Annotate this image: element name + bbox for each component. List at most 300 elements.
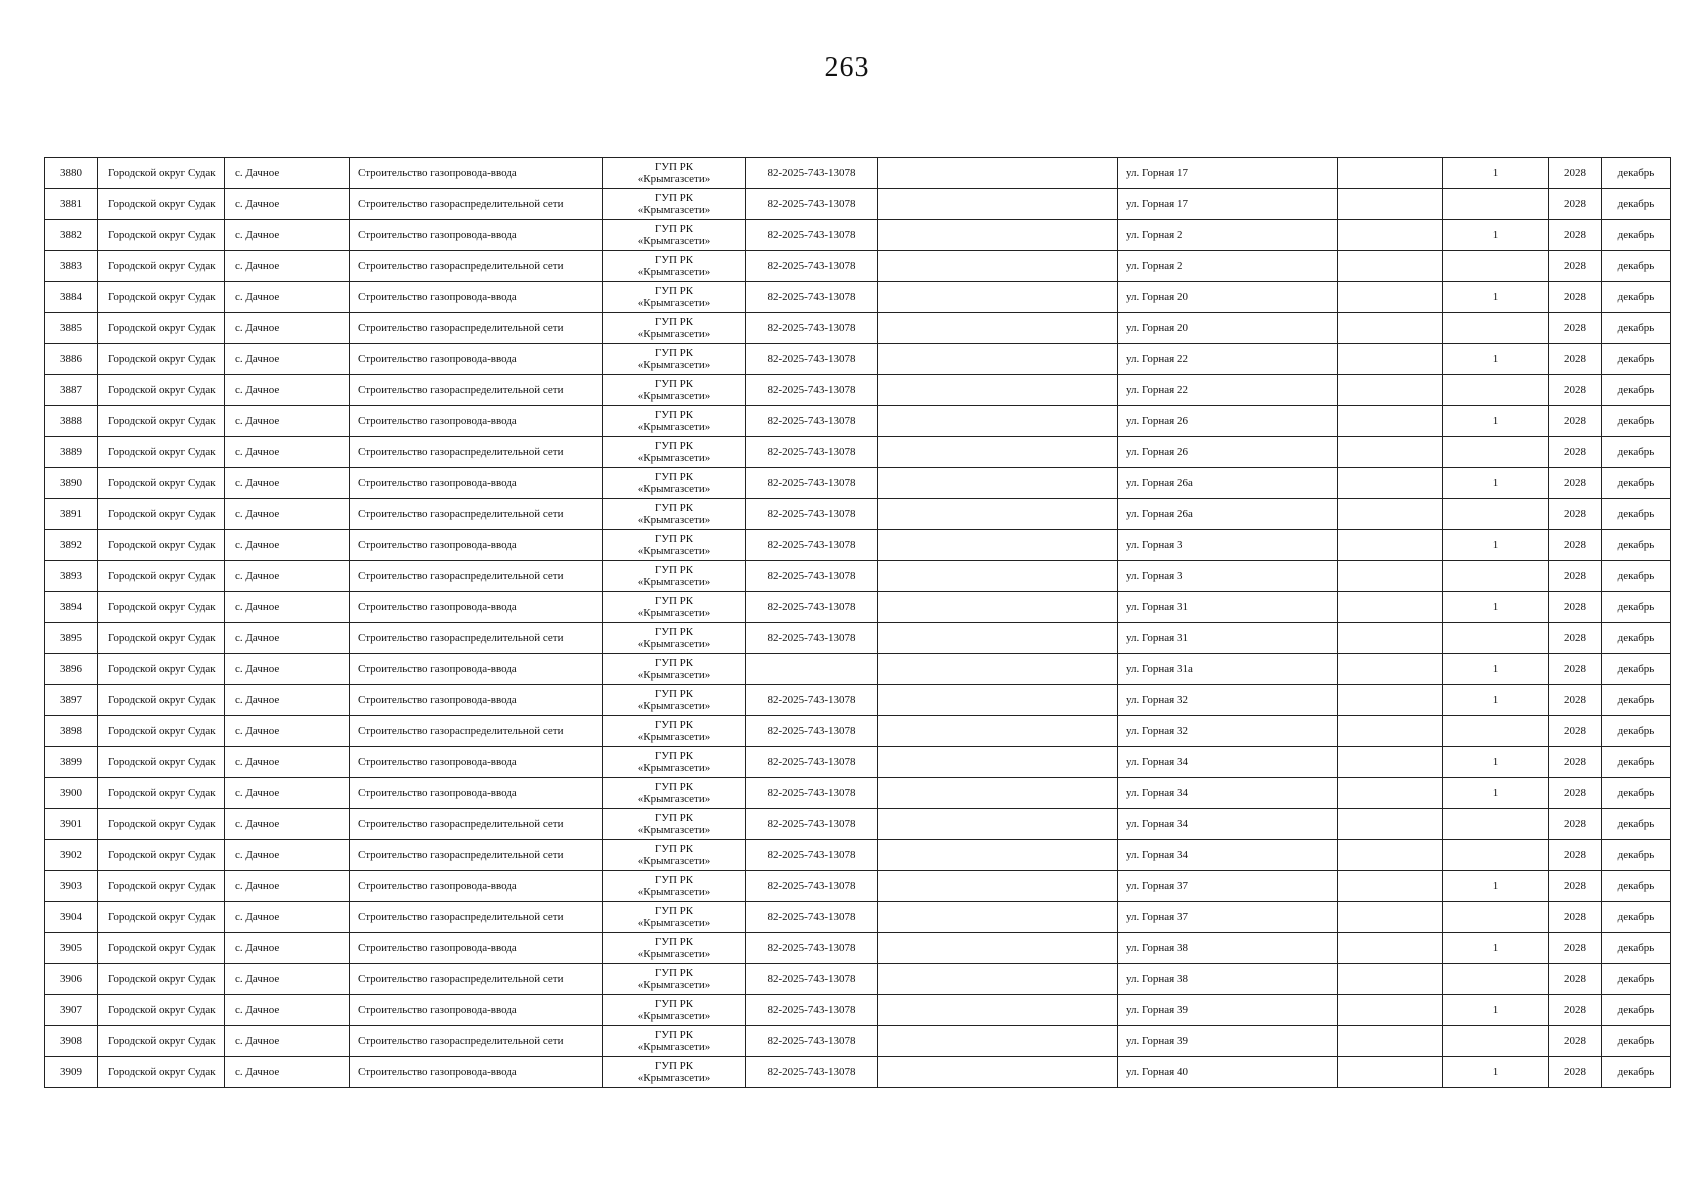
year-cell: 2028 [1549,468,1602,499]
organization-name-line1: ГУП РК [654,998,694,1010]
quantity-cell: 1 [1443,406,1549,437]
table-row [45,592,1671,623]
settlement-cell: с. Дачное [225,685,350,716]
empty-cell [878,902,1118,933]
address-cell: ул. Горная 34 [1118,809,1338,840]
empty-cell [878,654,1118,685]
address-cell: ул. Горная 34 [1118,747,1338,778]
quantity-cell: 1 [1443,530,1549,561]
organization-name-line1: ГУП РК [654,409,694,421]
project-code-cell: 82-2025-743-13078 [746,468,878,499]
year-cell: 2028 [1549,964,1602,995]
organization-name-line1: ГУП РК [654,347,694,359]
organization-name-line2: «Крымгазсети» [637,390,711,402]
organization-name-line2: «Крымгазсети» [637,204,711,216]
empty-cell [1338,406,1443,437]
quantity-cell: 1 [1443,685,1549,716]
address-cell: ул. Горная 17 [1118,158,1338,189]
quantity-cell: 1 [1443,592,1549,623]
organization-name-line1: ГУП РК [654,533,694,545]
work-type-cell: Строительство газораспределительной сети [350,716,603,747]
table-row [45,406,1671,437]
address-cell: ул. Горная 20 [1118,282,1338,313]
work-type-cell: Строительство газораспределительной сети [350,189,603,220]
organization-name-line2: «Крымгазсети» [637,948,711,960]
district-cell: Городской округ Судак [98,840,225,871]
organization-name-line2: «Крымгазсети» [637,669,711,681]
organization-cell [603,1057,746,1088]
table-row [45,964,1671,995]
empty-cell [878,778,1118,809]
organization-cell [603,778,746,809]
year-cell: 2028 [1549,282,1602,313]
table-row [45,561,1671,592]
settlement-cell: с. Дачное [225,437,350,468]
table-row [45,220,1671,251]
work-type-cell: Строительство газопровода-ввода [350,747,603,778]
month-cell: декабрь [1602,344,1671,375]
settlement-cell: с. Дачное [225,623,350,654]
table-row [45,716,1671,747]
organization-cell [603,375,746,406]
empty-cell [878,499,1118,530]
organization-name-line2: «Крымгазсети» [637,1072,711,1084]
project-code-cell: 82-2025-743-13078 [746,220,878,251]
year-cell: 2028 [1549,654,1602,685]
row-number-cell: 3904 [45,902,98,933]
quantity-cell: 1 [1443,1057,1549,1088]
quantity-cell: 1 [1443,344,1549,375]
empty-cell [878,189,1118,220]
settlement-cell: с. Дачное [225,1057,350,1088]
quantity-cell: 1 [1443,778,1549,809]
month-cell: декабрь [1602,375,1671,406]
row-number-cell: 3892 [45,530,98,561]
table-row [45,840,1671,871]
table-row [45,375,1671,406]
row-number-cell: 3901 [45,809,98,840]
quantity-cell [1443,251,1549,282]
row-number-cell: 3889 [45,437,98,468]
address-cell: ул. Горная 39 [1118,1026,1338,1057]
table-row [45,158,1671,189]
year-cell: 2028 [1549,902,1602,933]
organization-name-line1: ГУП РК [654,440,694,452]
organization-name-line2: «Крымгазсети» [637,607,711,619]
organization-name-line1: ГУП РК [654,750,694,762]
month-cell: декабрь [1602,871,1671,902]
empty-cell [878,220,1118,251]
settlement-cell: с. Дачное [225,344,350,375]
project-code-cell: 82-2025-743-13078 [746,840,878,871]
row-number-cell: 3899 [45,747,98,778]
project-code-cell: 82-2025-743-13078 [746,437,878,468]
empty-cell [1338,282,1443,313]
project-code-cell: 82-2025-743-13078 [746,406,878,437]
organization-cell [603,840,746,871]
row-number-cell: 3898 [45,716,98,747]
year-cell: 2028 [1549,344,1602,375]
month-cell: декабрь [1602,778,1671,809]
empty-cell [1338,189,1443,220]
empty-cell [878,933,1118,964]
row-number-cell: 3890 [45,468,98,499]
empty-cell [878,685,1118,716]
settlement-cell: с. Дачное [225,530,350,561]
row-number-cell: 3896 [45,654,98,685]
month-cell: декабрь [1602,716,1671,747]
district-cell: Городской округ Судак [98,251,225,282]
month-cell: декабрь [1602,592,1671,623]
project-code-cell: 82-2025-743-13078 [746,933,878,964]
organization-cell [603,871,746,902]
settlement-cell: с. Дачное [225,840,350,871]
address-cell: ул. Горная 2 [1118,220,1338,251]
row-number-cell: 3886 [45,344,98,375]
organization-cell [603,902,746,933]
address-cell: ул. Горная 32 [1118,716,1338,747]
address-cell: ул. Горная 39 [1118,995,1338,1026]
project-code-cell: 82-2025-743-13078 [746,778,878,809]
organization-name-line1: ГУП РК [654,905,694,917]
table-row [45,902,1671,933]
organization-cell [603,530,746,561]
project-code-cell: 82-2025-743-13078 [746,964,878,995]
organization-cell [603,437,746,468]
quantity-cell: 1 [1443,220,1549,251]
settlement-cell: с. Дачное [225,902,350,933]
empty-cell [878,747,1118,778]
address-cell: ул. Горная 26а [1118,468,1338,499]
month-cell: декабрь [1602,1057,1671,1088]
year-cell: 2028 [1549,220,1602,251]
empty-cell [1338,840,1443,871]
table-row [45,251,1671,282]
month-cell: декабрь [1602,313,1671,344]
row-number-cell: 3900 [45,778,98,809]
settlement-cell: с. Дачное [225,313,350,344]
organization-cell [603,282,746,313]
month-cell: декабрь [1602,809,1671,840]
settlement-cell: с. Дачное [225,561,350,592]
quantity-cell [1443,1026,1549,1057]
organization-name-line2: «Крымгазсети» [637,359,711,371]
project-code-cell: 82-2025-743-13078 [746,189,878,220]
organization-cell [603,964,746,995]
month-cell: декабрь [1602,437,1671,468]
empty-cell [1338,778,1443,809]
organization-name-line2: «Крымгазсети» [637,1010,711,1022]
empty-cell [878,344,1118,375]
settlement-cell: с. Дачное [225,809,350,840]
settlement-cell: с. Дачное [225,251,350,282]
month-cell: декабрь [1602,499,1671,530]
district-cell: Городской округ Судак [98,871,225,902]
quantity-cell: 1 [1443,654,1549,685]
empty-cell [878,437,1118,468]
month-cell: декабрь [1602,995,1671,1026]
project-code-cell: 82-2025-743-13078 [746,685,878,716]
empty-cell [1338,437,1443,468]
row-number-cell: 3887 [45,375,98,406]
quantity-cell: 1 [1443,995,1549,1026]
organization-cell [603,809,746,840]
organization-name-line2: «Крымгазсети» [637,297,711,309]
work-type-cell: Строительство газораспределительной сети [350,251,603,282]
row-number-cell: 3882 [45,220,98,251]
district-cell: Городской округ Судак [98,313,225,344]
settlement-cell: с. Дачное [225,468,350,499]
project-code-cell: 82-2025-743-13078 [746,1026,878,1057]
organization-cell [603,623,746,654]
empty-cell [1338,933,1443,964]
district-cell: Городской округ Судак [98,344,225,375]
organization-name-line1: ГУП РК [654,316,694,328]
district-cell: Городской округ Судак [98,809,225,840]
row-number-cell: 3906 [45,964,98,995]
row-number-cell: 3883 [45,251,98,282]
year-cell: 2028 [1549,685,1602,716]
settlement-cell: с. Дачное [225,220,350,251]
table-row [45,654,1671,685]
work-type-cell: Строительство газораспределительной сети [350,437,603,468]
work-type-cell: Строительство газораспределительной сети [350,1026,603,1057]
year-cell: 2028 [1549,592,1602,623]
quantity-cell [1443,840,1549,871]
address-cell: ул. Горная 37 [1118,871,1338,902]
month-cell: декабрь [1602,840,1671,871]
organization-name-line2: «Крымгазсети» [637,576,711,588]
table-row [45,344,1671,375]
organization-cell [603,499,746,530]
empty-cell [1338,530,1443,561]
district-cell: Городской округ Судак [98,1057,225,1088]
row-number-cell: 3907 [45,995,98,1026]
year-cell: 2028 [1549,499,1602,530]
table-row [45,871,1671,902]
empty-cell [1338,468,1443,499]
quantity-cell [1443,623,1549,654]
organization-name-line2: «Крымгазсети» [637,266,711,278]
month-cell: декабрь [1602,220,1671,251]
year-cell: 2028 [1549,716,1602,747]
district-cell: Городской округ Судак [98,189,225,220]
settlement-cell: с. Дачное [225,654,350,685]
organization-name-line2: «Крымгазсети» [637,545,711,557]
row-number-cell: 3885 [45,313,98,344]
organization-name-line2: «Крымгазсети» [637,731,711,743]
address-cell: ул. Горная 31 [1118,623,1338,654]
quantity-cell: 1 [1443,747,1549,778]
work-type-cell: Строительство газопровода-ввода [350,530,603,561]
work-type-cell: Строительство газопровода-ввода [350,282,603,313]
month-cell: декабрь [1602,406,1671,437]
settlement-cell: с. Дачное [225,716,350,747]
settlement-cell: с. Дачное [225,406,350,437]
organization-cell [603,406,746,437]
organization-name-line2: «Крымгазсети» [637,514,711,526]
quantity-cell: 1 [1443,468,1549,499]
district-cell: Городской округ Судак [98,375,225,406]
organization-name-line2: «Крымгазсети» [637,452,711,464]
row-number-cell: 3893 [45,561,98,592]
empty-cell [1338,1057,1443,1088]
empty-cell [1338,995,1443,1026]
empty-cell [1338,375,1443,406]
organization-name-line1: ГУП РК [654,936,694,948]
month-cell: декабрь [1602,561,1671,592]
empty-cell [1338,158,1443,189]
table-row [45,1026,1671,1057]
year-cell: 2028 [1549,995,1602,1026]
address-cell: ул. Горная 3 [1118,561,1338,592]
table-row [45,685,1671,716]
empty-cell [1338,964,1443,995]
quantity-cell: 1 [1443,871,1549,902]
empty-cell [878,1026,1118,1057]
empty-cell [878,623,1118,654]
organization-name-line2: «Крымгазсети» [637,824,711,836]
settlement-cell: с. Дачное [225,747,350,778]
organization-name-line1: ГУП РК [654,843,694,855]
district-cell: Городской округ Судак [98,406,225,437]
organization-name-line2: «Крымгазсети» [637,638,711,650]
settlement-cell: с. Дачное [225,933,350,964]
year-cell: 2028 [1549,809,1602,840]
work-type-cell: Строительство газопровода-ввода [350,592,603,623]
project-code-cell: 82-2025-743-13078 [746,747,878,778]
row-number-cell: 3894 [45,592,98,623]
settlement-cell: с. Дачное [225,189,350,220]
organization-name-line1: ГУП РК [654,1029,694,1041]
month-cell: декабрь [1602,1026,1671,1057]
work-type-cell: Строительство газораспределительной сети [350,902,603,933]
address-cell: ул. Горная 34 [1118,840,1338,871]
row-number-cell: 3895 [45,623,98,654]
organization-cell [603,344,746,375]
organization-name-line1: ГУП РК [654,874,694,886]
table-row [45,995,1671,1026]
organization-name-line2: «Крымгазсети» [637,421,711,433]
row-number-cell: 3884 [45,282,98,313]
organization-cell [603,716,746,747]
organization-name-line1: ГУП РК [654,254,694,266]
empty-cell [878,282,1118,313]
empty-cell [878,716,1118,747]
empty-cell [878,840,1118,871]
district-cell: Городской округ Судак [98,499,225,530]
table-row [45,747,1671,778]
settlement-cell: с. Дачное [225,778,350,809]
table-row [45,437,1671,468]
page-number: 263 [824,52,870,83]
address-cell: ул. Горная 22 [1118,375,1338,406]
year-cell: 2028 [1549,561,1602,592]
organization-name-line2: «Крымгазсети» [637,917,711,929]
month-cell: декабрь [1602,933,1671,964]
work-type-cell: Строительство газопровода-ввода [350,933,603,964]
year-cell: 2028 [1549,530,1602,561]
organization-name-line1: ГУП РК [654,1060,694,1072]
district-cell: Городской округ Судак [98,995,225,1026]
empty-cell [1338,871,1443,902]
row-number-cell: 3880 [45,158,98,189]
organization-name-line2: «Крымгазсети» [637,483,711,495]
empty-cell [1338,747,1443,778]
address-cell: ул. Горная 40 [1118,1057,1338,1088]
empty-cell [878,1057,1118,1088]
quantity-cell [1443,964,1549,995]
project-code-cell: 82-2025-743-13078 [746,995,878,1026]
project-code-cell: 82-2025-743-13078 [746,158,878,189]
row-number-cell: 3881 [45,189,98,220]
organization-name-line1: ГУП РК [654,223,694,235]
row-number-cell: 3905 [45,933,98,964]
quantity-cell [1443,375,1549,406]
project-code-cell: 82-2025-743-13078 [746,282,878,313]
district-cell: Городской округ Судак [98,654,225,685]
district-cell: Городской округ Судак [98,468,225,499]
year-cell: 2028 [1549,189,1602,220]
quantity-cell [1443,902,1549,933]
month-cell: декабрь [1602,964,1671,995]
empty-cell [1338,1026,1443,1057]
month-cell: декабрь [1602,747,1671,778]
settlement-cell: с. Дачное [225,158,350,189]
address-cell: ул. Горная 26а [1118,499,1338,530]
empty-cell [1338,592,1443,623]
table-row [45,313,1671,344]
row-number-cell: 3897 [45,685,98,716]
quantity-cell [1443,313,1549,344]
empty-cell [1338,561,1443,592]
work-type-cell: Строительство газораспределительной сети [350,499,603,530]
empty-cell [1338,685,1443,716]
organization-name-line1: ГУП РК [654,626,694,638]
settlement-cell: с. Дачное [225,592,350,623]
year-cell: 2028 [1549,406,1602,437]
project-code-cell: 82-2025-743-13078 [746,313,878,344]
organization-name-line1: ГУП РК [654,967,694,979]
organization-cell [603,995,746,1026]
year-cell: 2028 [1549,1057,1602,1088]
gas-works-table [44,157,1671,1088]
work-type-cell: Строительство газораспределительной сети [350,840,603,871]
organization-name-line1: ГУП РК [654,471,694,483]
row-number-cell: 3902 [45,840,98,871]
settlement-cell: с. Дачное [225,871,350,902]
row-number-cell: 3891 [45,499,98,530]
organization-name-line1: ГУП РК [654,161,694,173]
address-cell: ул. Горная 20 [1118,313,1338,344]
month-cell: декабрь [1602,282,1671,313]
organization-cell [603,747,746,778]
table-row [45,530,1671,561]
table-row [45,282,1671,313]
organization-name-line1: ГУП РК [654,192,694,204]
table-row [45,1057,1671,1088]
work-type-cell: Строительство газораспределительной сети [350,561,603,592]
table-body [45,158,1671,1088]
row-number-cell: 3908 [45,1026,98,1057]
organization-name-line1: ГУП РК [654,502,694,514]
month-cell: декабрь [1602,654,1671,685]
organization-name-line2: «Крымгазсети» [637,173,711,185]
address-cell: ул. Горная 31 [1118,592,1338,623]
month-cell: декабрь [1602,468,1671,499]
table-row [45,499,1671,530]
organization-cell [603,158,746,189]
